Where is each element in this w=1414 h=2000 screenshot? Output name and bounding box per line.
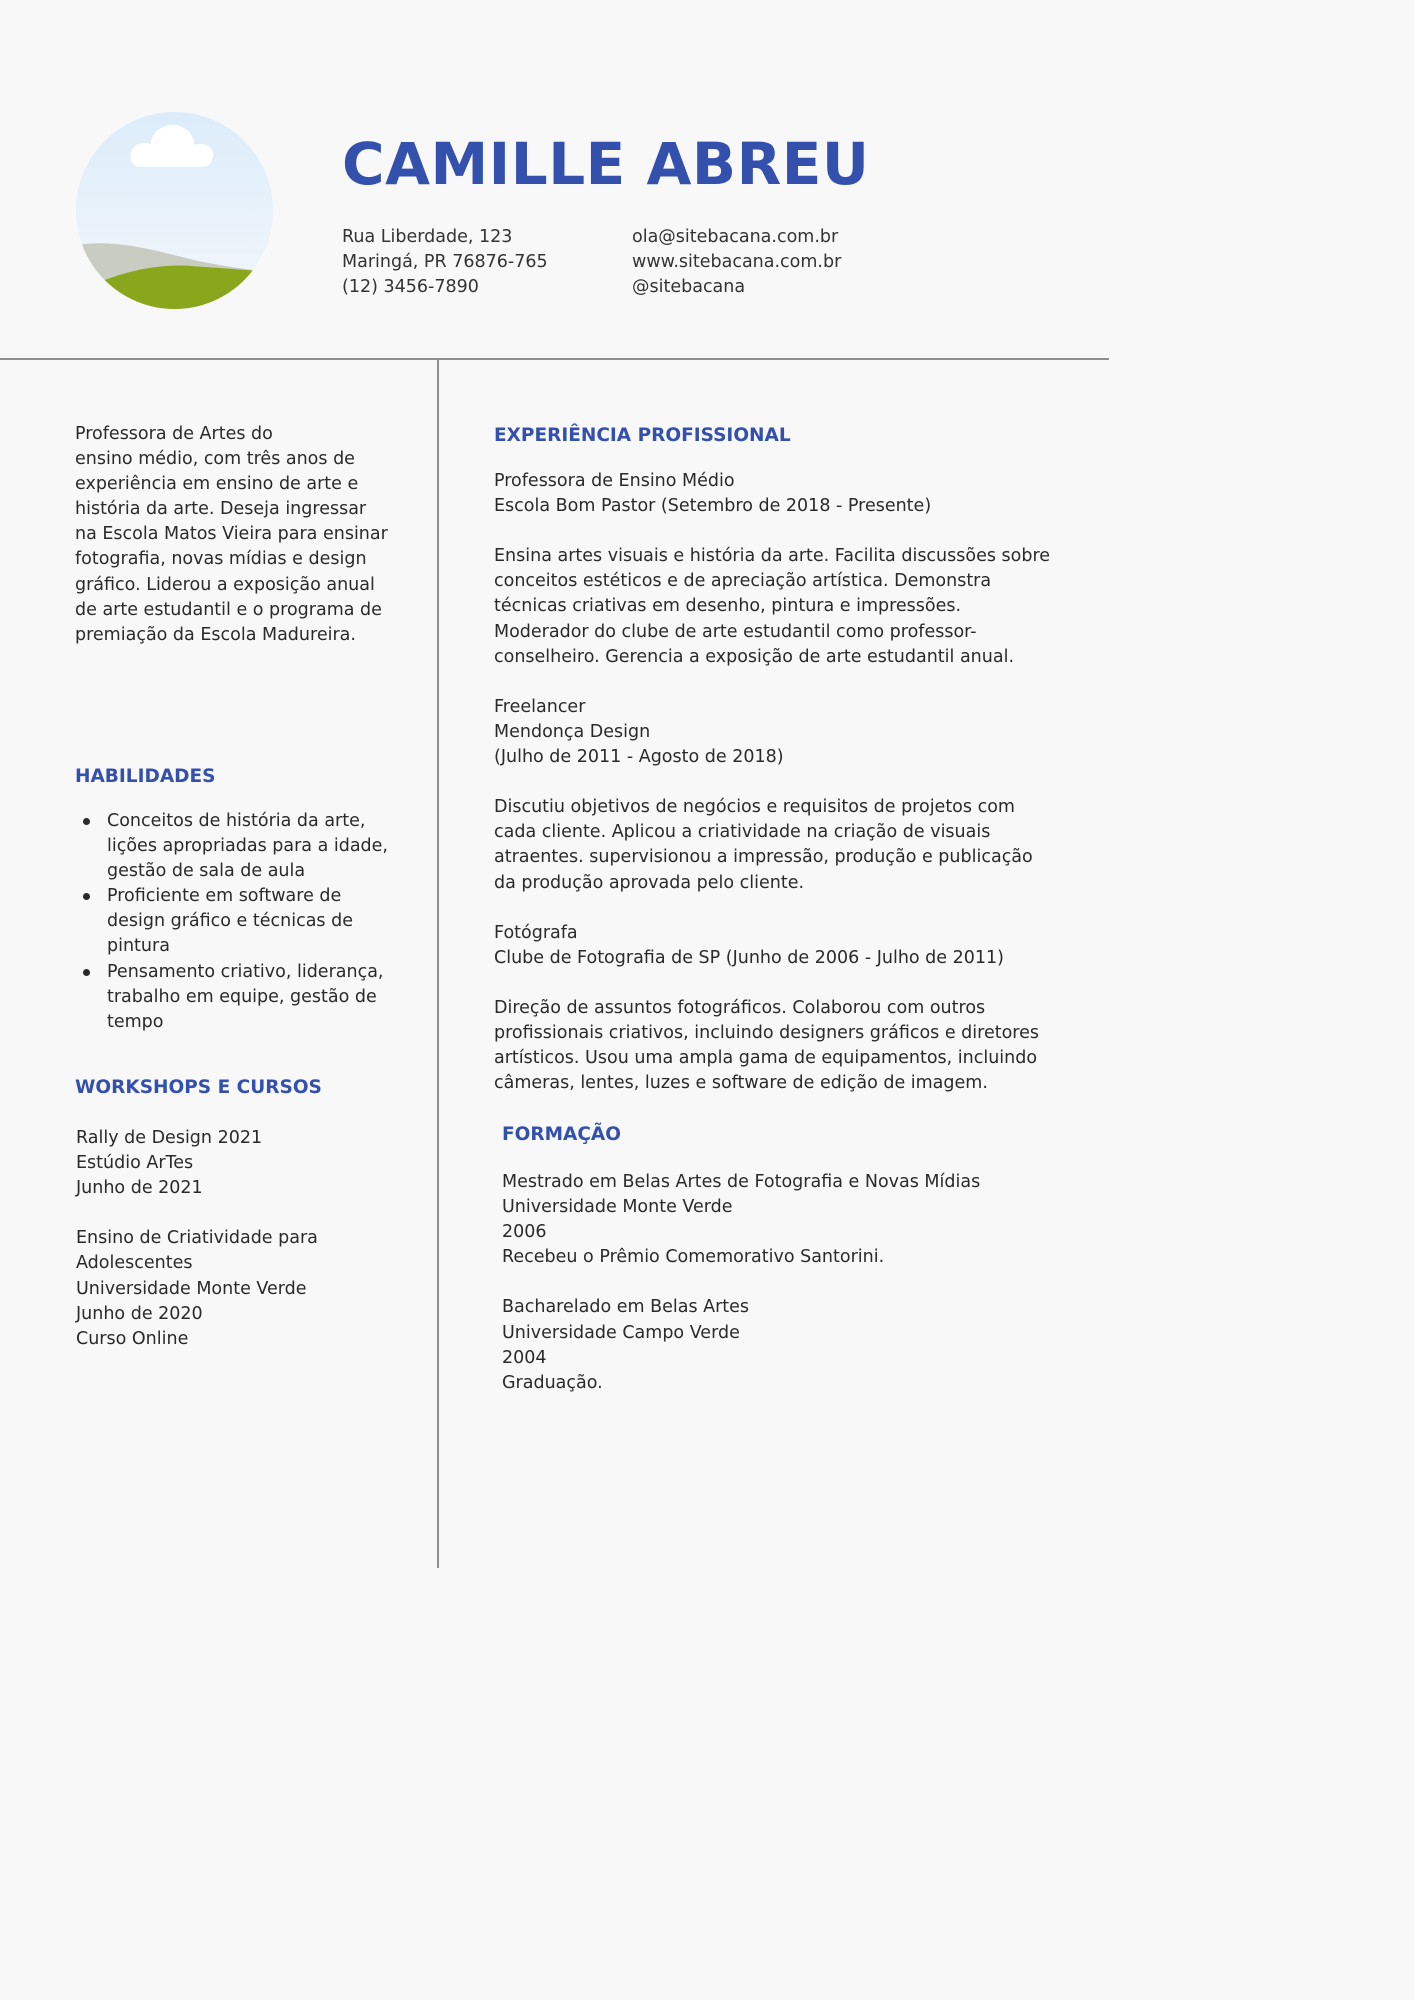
skills-list: [75, 809, 395, 1035]
job-description-line: Discutiu objetivos de negócios e requisitos de projetos com: [494, 797, 1015, 818]
workshop-entry: [76, 1126, 318, 1201]
profile-line: premiação da Escola Madureira.: [75, 624, 356, 645]
job-heading-line: Freelancer: [494, 696, 586, 717]
job-heading-line: Professora de Ensino Médio: [494, 471, 735, 491]
workshop-line: Universidade Monte Verde: [76, 1278, 307, 1299]
profile-photo: [75, 111, 274, 310]
bullet-icon: [83, 969, 90, 976]
address-block: [342, 225, 548, 300]
job-description-line: profissionais criativos, incluindo designers gráficos e diretores: [494, 1023, 1039, 1044]
profile-summary: [75, 422, 388, 648]
online-contact-block: [632, 225, 841, 300]
email-address: ola@sitebacana.com.br: [632, 227, 839, 247]
workshops-list: [76, 1126, 318, 1352]
workshop-line: Adolescentes: [76, 1253, 193, 1274]
workshop-line: Estúdio ArTes: [76, 1153, 194, 1174]
job-description-line: conselheiro. Gerencia a exposição de arte estudantil anual.: [494, 646, 1015, 667]
profile-line: ensino médio, com três anos de: [75, 449, 355, 470]
job-description-line: Direção de assuntos fotográficos. Colaborou com outros: [494, 997, 986, 1018]
column-divider: [437, 359, 439, 1568]
job-description-line: da produção aprovada pelo cliente.: [494, 872, 805, 893]
street-address: Rua Liberdade, 123: [342, 227, 513, 247]
job-heading-line: Escola Bom Pastor (Setembro de 2018 - Presente): [494, 496, 932, 517]
education-line: Bacharelado em Belas Artes: [502, 1297, 750, 1318]
skill-line: Pensamento criativo, liderança,: [107, 961, 384, 982]
profile-line: de arte estudantil e o programa de: [75, 599, 382, 620]
experience-list: [494, 469, 1050, 1096]
skills-heading: HABILIDADES: [75, 766, 216, 787]
job-entry: [494, 921, 1050, 1097]
education-line: Universidade Campo Verde: [502, 1322, 740, 1343]
skill-line: pintura: [107, 936, 170, 957]
skill-line: Conceitos de história da arte,: [107, 811, 366, 831]
profile-line: na Escola Matos Vieira para ensinar: [75, 524, 388, 545]
job-heading-line: Clube de Fotografia de SP (Junho de 2006 - Julho de 2011): [494, 947, 1004, 968]
job-description-line: artísticos. Usou uma ampla gama de equipamentos, incluindo: [494, 1048, 1038, 1069]
workshops-heading: WORKSHOPS E CURSOS: [75, 1077, 322, 1098]
education-heading: FORMAÇÃO: [502, 1124, 621, 1145]
profile-line: experiência em ensino de arte e: [75, 474, 359, 495]
profile-line: fotografia, novas mídias e design: [75, 549, 367, 570]
job-description-line: câmeras, lentes, luzes e software de edição de imagem.: [494, 1073, 988, 1094]
workshop-line: Curso Online: [76, 1328, 189, 1349]
skill-line: Proficiente em software de: [107, 886, 342, 907]
education-line: Recebeu o Prêmio Comemorativo Santorini.: [502, 1247, 885, 1268]
skill-item: [75, 884, 395, 959]
skill-item: [75, 960, 395, 1035]
city-address: Maringá, PR 76876-765: [342, 252, 548, 272]
education-line: Mestrado em Belas Artes de Fotografia e Novas Mídias: [502, 1172, 981, 1192]
social-handle: @sitebacana: [632, 277, 746, 297]
job-heading-line: Fotógrafa: [494, 922, 578, 943]
education-entry: [502, 1170, 980, 1270]
job-description-line: Ensina artes visuais e história da arte. Facilita discussões sobre: [494, 546, 1051, 567]
skill-item: [75, 809, 395, 884]
header-divider: [0, 358, 1109, 360]
skill-line: lições apropriadas para a idade,: [107, 836, 388, 857]
job-entry: [494, 695, 1050, 896]
job-description-line: atraentes. supervisionou a impressão, produção e publicação: [494, 847, 1033, 868]
profile-line: história da arte. Deseja ingressar: [75, 499, 367, 520]
candidate-name: CAMILLE ABREU: [342, 130, 870, 198]
job-description-line: Moderador do clube de arte estudantil como professor-: [494, 621, 977, 642]
profile-line: Professora de Artes do: [75, 424, 273, 444]
workshop-line: Junho de 2021: [76, 1178, 203, 1199]
education-list: [502, 1170, 980, 1396]
job-heading-line: Mendonça Design: [494, 721, 651, 742]
job-description-line: cada cliente. Aplicou a criatividade na criação de visuais: [494, 822, 991, 843]
education-line: 2004: [502, 1347, 547, 1368]
profile-line: gráfico. Liderou a exposição anual: [75, 574, 375, 595]
phone-number: (12) 3456-7890: [342, 277, 479, 297]
job-heading-line: (Julho de 2011 - Agosto de 2018): [494, 747, 784, 768]
skill-line: trabalho em equipe, gestão de: [107, 986, 377, 1007]
workshop-line: Rally de Design 2021: [76, 1128, 263, 1148]
skill-line: design gráfico e técnicas de: [107, 911, 353, 932]
job-description-line: conceitos estéticos e de apreciação artística. Demonstra: [494, 571, 992, 592]
job-entry: [494, 469, 1050, 670]
job-description-line: técnicas criativas em desenho, pintura e impressões.: [494, 596, 962, 617]
website-url: www.sitebacana.com.br: [632, 252, 842, 272]
bullet-icon: [83, 893, 90, 900]
skill-line: gestão de sala de aula: [107, 861, 306, 882]
workshop-line: Ensino de Criatividade para: [76, 1228, 318, 1249]
skill-line: tempo: [107, 1011, 164, 1032]
experience-heading: EXPERIÊNCIA PROFISSIONAL: [494, 425, 791, 446]
education-entry: [502, 1295, 980, 1395]
education-line: 2006: [502, 1222, 547, 1243]
workshop-entry: [76, 1226, 318, 1351]
education-line: Graduação.: [502, 1372, 603, 1393]
education-line: Universidade Monte Verde: [502, 1197, 733, 1218]
workshop-line: Junho de 2020: [76, 1303, 203, 1324]
bullet-icon: [83, 818, 90, 825]
